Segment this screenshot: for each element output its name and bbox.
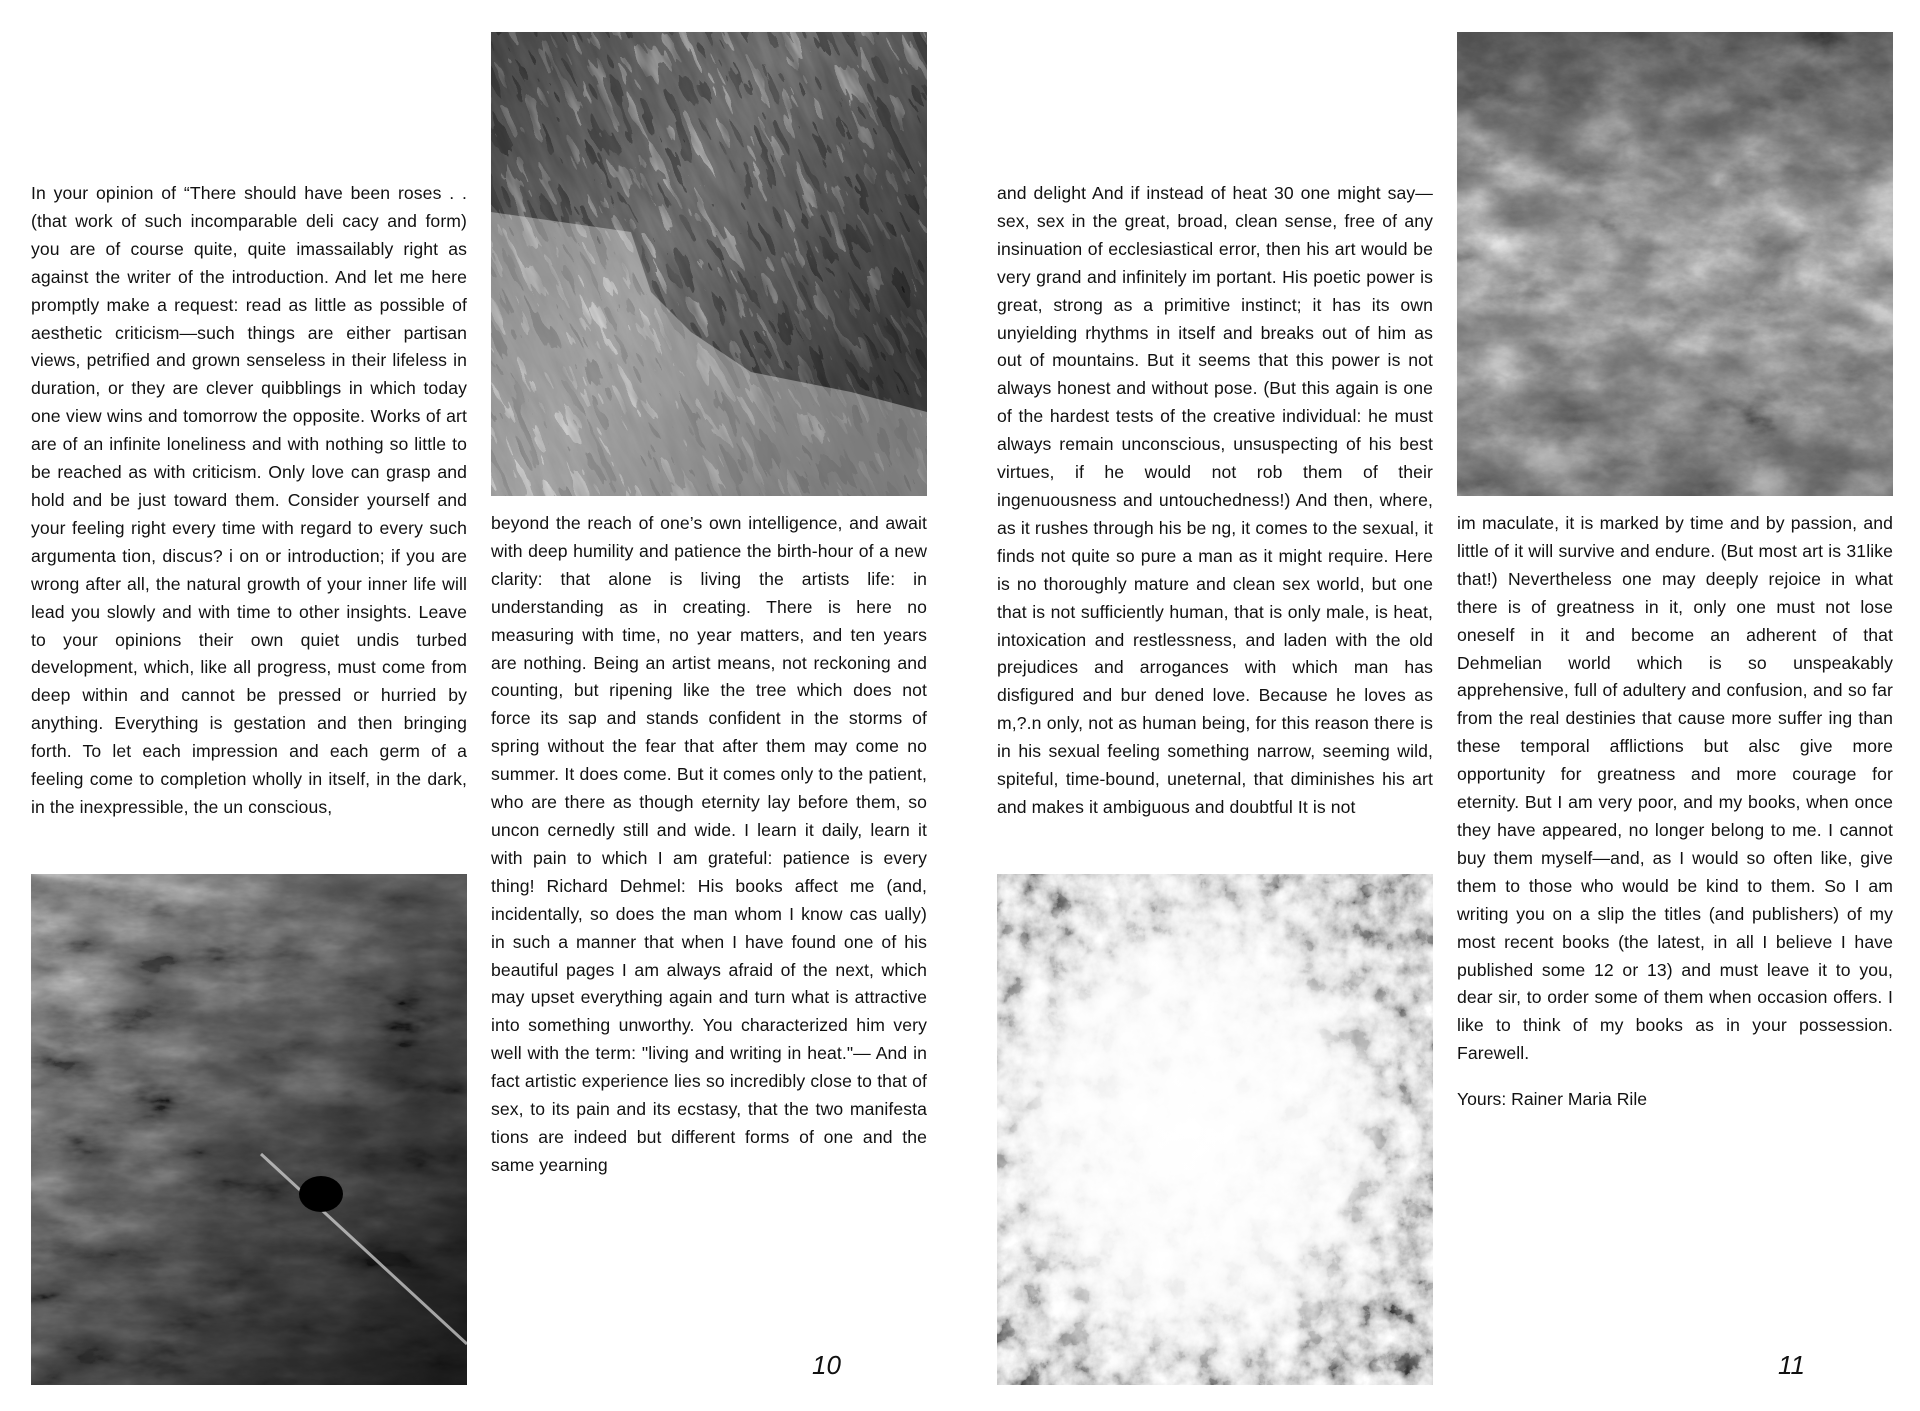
right-page-column-2 — [1457, 510, 1893, 1114]
left-page-column-2 — [491, 510, 927, 1180]
texture-image-bottom-left — [31, 874, 467, 1385]
right-page-column-1 — [997, 180, 1433, 822]
right-page — [960, 0, 1920, 1411]
body-text: and delight And if instead of heat 30 one might say—sex, sex in the great, broad, clean sense, free of any insinuation of ecclesiastical error, then his art would be very grand and infinitely im portant. His poetic power is great, strong as a primitive instinct; it has its own unyielding rhythms in itself and breaks out of him as out of mountains. But it seems that this power is not always honest and without pose. (But this again is one of the hardest tests of the creative individual: he must always remain unconscious, unsuspecting of his best virtues, if he would not rob them of their ingenuousness and untouchedness!) And then, where, as it rushes through his be ng, it comes to the sexual, it finds not quite so pure a man as it might require. Here is no thoroughly mature and clean sex world, but one that is not sufficiently human, that is only male, is heat, intoxication and restlessness, and laden with the old prejudices and arrogances with which man has disfigured and bur dened love. Because he loves as m,?.n only, not as human being, for this reason there is in his sexual feeling something narrow, seeming wild, spiteful, time-bound, uneternal, that diminishes his art and makes it ambiguous and doubtful It is not — [997, 183, 1433, 817]
left-page-column-1 — [31, 180, 467, 822]
body-text: In your opinion of “There should have been roses . . (that work of such incomparable deli cacy and form) you are of course quite, quite imassailably right as against the writer of the introduction. And let me here promptly make a request: read as little as possible of aesthetic criticism—such things are either partisan views, petrified and grown senseless in their lifeless in duration, or they are clever quibblings in which today one view wins and tomorrow the opposite. Works of art are of an infinite loneliness and with nothing so little to be reached as with criticism. Only love can grasp and hold and be just toward them. Consider yourself and your feeling right every time with regard to every such argumenta tion, discus? i on or introduction; if you are wrong after all, the natural growth of your inner life will lead you slowly and with time to other insights. Leave to your opinions their own quiet undis turbed development, which, like all progress, must come from deep within and cannot be pressed or hurried by anything. Everything is gestation and then bringing forth. To let each impression and each germ of a feeling come to completion wholly in itself, in the dark, in the inexpressible, the un conscious, — [31, 183, 467, 817]
texture-image-bottom-center-right — [997, 874, 1433, 1385]
signature: Yours: Rainer Maria Rile — [1457, 1089, 1648, 1110]
texture-image-top-center-left — [491, 32, 927, 496]
body-text: beyond the reach of one’s own intelligence, and await with deep humility and patience the birth-hour of a new clarity: that alone is living the artists life: in understanding as in creating. There is here no measuring with time, no year matters, and ten years are nothing. Being an artist means, not reckoning and counting, but ripening like the tree which does not force its sap and stands confident in the storms of spring without the fear that after them may come no summer. It does come. But it comes only to the patient, who are there as though eternity lay before them, so uncon cernedly still and wide. I learn it daily, learn it with pain to which I am grateful: patience is every thing! Richard Dehmel: His books affect me (and, incidentally, so does the man whom I know cas ually) in such a manner that when I have found one of his beautiful pages I am always afraid of the next, which may upset everything again and turn what is attractive into something unworthy. You characterized him very well with the term: "living and writing in heat."— And in fact artistic experience lies so incredibly close to that of sex, to its pain and its ecstasy, that the two manifesta tions are indeed but different forms of one and the same yearning — [491, 513, 927, 1175]
page-number: 10 — [812, 1350, 841, 1380]
body-text: im maculate, it is marked by time and by passion, and little of it will survive and endure. (But most art is 31like that!) Nevertheless one may deeply rejoice in what there is of greatness in it, only one must not lose oneself in it and become an adherent of that Dehmelian world which is so unspeakably apprehensive, full of adultery and confusion, and so far from the real destinies that cause more suffer ing than these temporal afflictions but alsc give more opportunity for greatness and more courage for eternity. But I am very poor, and my books, when once they have appeared, no longer belong to me. I cannot buy them myself—and, as I would so often like, give them to those who would be kind to them. So I am writing you on a slip the titles (and publishers) of my most recent books (the latest, in all I believe I have published some 12 or 13) and must leave it to you, dear sir, to order some of them when occasion offers. I like to think of my books as in your possession. Farewell. — [1457, 513, 1893, 1064]
texture-image-top-right — [1457, 32, 1893, 496]
page-number: 11 — [1778, 1350, 1805, 1380]
